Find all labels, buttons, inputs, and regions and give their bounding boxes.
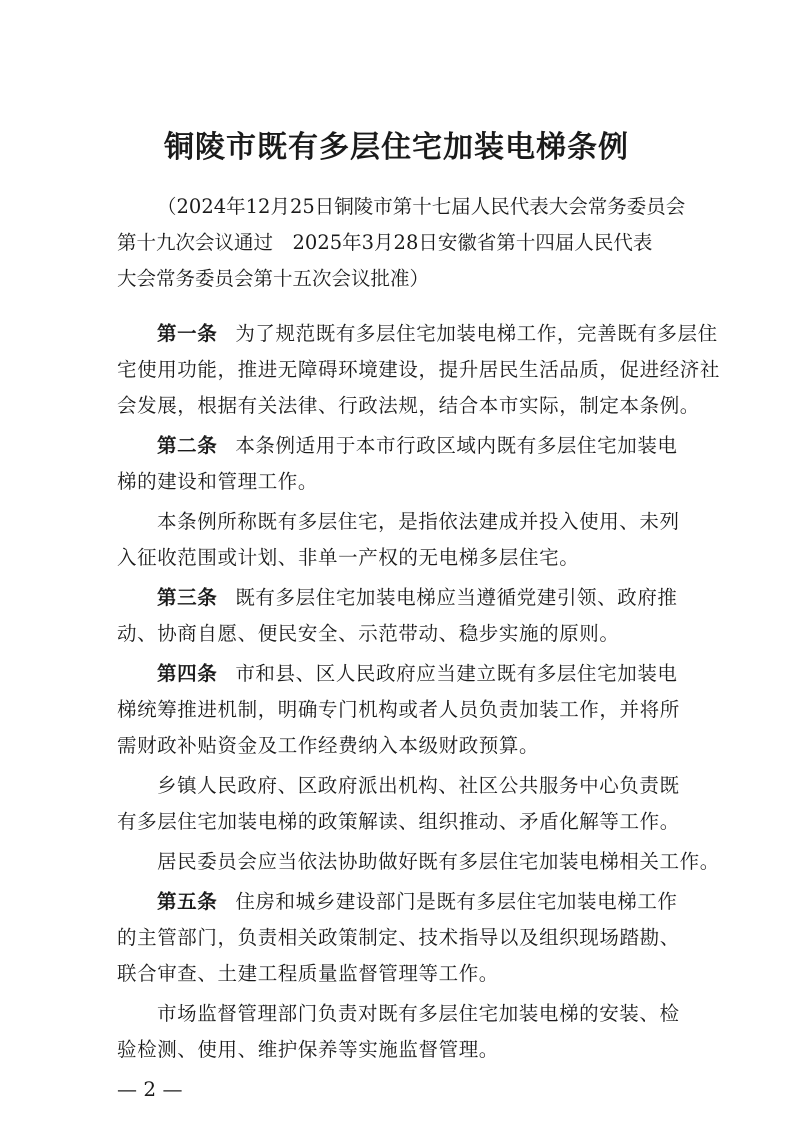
article-4-line-2: 梯统筹推进机制，明确专门机构或者人员负责加装工作，并将所 xyxy=(117,698,680,721)
page-number: — 2 — xyxy=(117,1077,183,1101)
article-3-label: 第三条 xyxy=(157,586,218,609)
document-title: 铜陵市既有多层住宅加装电梯条例 xyxy=(164,130,629,165)
article-5-para-2-line-1: 市场监督管理部门负责对既有多层住宅加装电梯的安装、检 xyxy=(157,1002,680,1025)
article-5-para-2-line-2: 验检测、使用、维护保养等实施监督管理。 xyxy=(117,1038,499,1061)
adoption-note-line-2: 第十九次会议通过 2025年3月28日安徽省第十四届人民代表 xyxy=(117,231,653,254)
article-1-line-1 xyxy=(157,320,727,348)
article-4-text-1: 市和县、区人民政府应当建立既有多层住宅加装电 xyxy=(235,662,678,685)
article-4-para-2-line-1: 乡镇人民政府、区政府派出机构、社区公共服务中心负责既 xyxy=(157,774,680,797)
article-4-label: 第四条 xyxy=(157,662,218,685)
article-4-para-2-line-2: 有多层住宅加装电梯的政策解读、组织推动、矛盾化解等工作。 xyxy=(117,810,680,833)
article-2-label: 第二条 xyxy=(157,434,218,457)
article-2-para-2-line-2: 入征收范围或计划、非单一产权的无电梯多层住宅。 xyxy=(117,546,580,569)
article-2-line-2: 梯的建设和管理工作。 xyxy=(117,470,319,493)
article-2-text-1: 本条例适用于本市行政区域内既有多层住宅加装电 xyxy=(235,434,678,457)
article-3-line-2: 动、协商自愿、便民安全、示范带动、稳步实施的原则。 xyxy=(117,622,620,645)
article-1-label: 第一条 xyxy=(157,322,218,345)
article-5-line-1 xyxy=(157,888,727,916)
article-5-line-2: 的主管部门，负责相关政策制定、技术指导以及组织现场踏勘、 xyxy=(117,926,680,949)
article-3-text-1: 既有多层住宅加装电梯应当遵循党建引领、政府推 xyxy=(235,586,678,609)
article-1-line-3: 会发展，根据有关法律、行政法规，结合本市实际，制定本条例。 xyxy=(117,394,700,417)
article-5-line-3: 联合审查、土建工程质量监督管理等工作。 xyxy=(117,962,499,985)
article-2-line-1 xyxy=(157,432,727,460)
article-5-label: 第五条 xyxy=(157,890,218,913)
article-1-line-2: 宅使用功能，推进无障碍环境建设，提升居民生活品质，促进经济社 xyxy=(117,358,721,381)
adoption-note-line-3: 大会常务委员会第十五次会议批准） xyxy=(117,267,430,290)
article-5-text-1: 住房和城乡建设部门是既有多层住宅加装电梯工作 xyxy=(235,890,678,913)
adoption-note-line-1: （2024年12月25日铜陵市第十七届人民代表大会常务委员会 xyxy=(157,195,686,218)
article-3-line-1 xyxy=(157,584,727,612)
article-1-text-1: 为了规范既有多层住宅加装电梯工作，完善既有多层住 xyxy=(235,322,718,345)
article-2-para-2-line-1: 本条例所称既有多层住宅，是指依法建成并投入使用、未列 xyxy=(157,510,680,533)
article-4-para-3-line-1: 居民委员会应当依法协助做好既有多层住宅加装电梯相关工作。 xyxy=(157,850,720,873)
article-4-line-1 xyxy=(157,660,727,688)
article-4-line-3: 需财政补贴资金及工作经费纳入本级财政预算。 xyxy=(117,734,540,757)
